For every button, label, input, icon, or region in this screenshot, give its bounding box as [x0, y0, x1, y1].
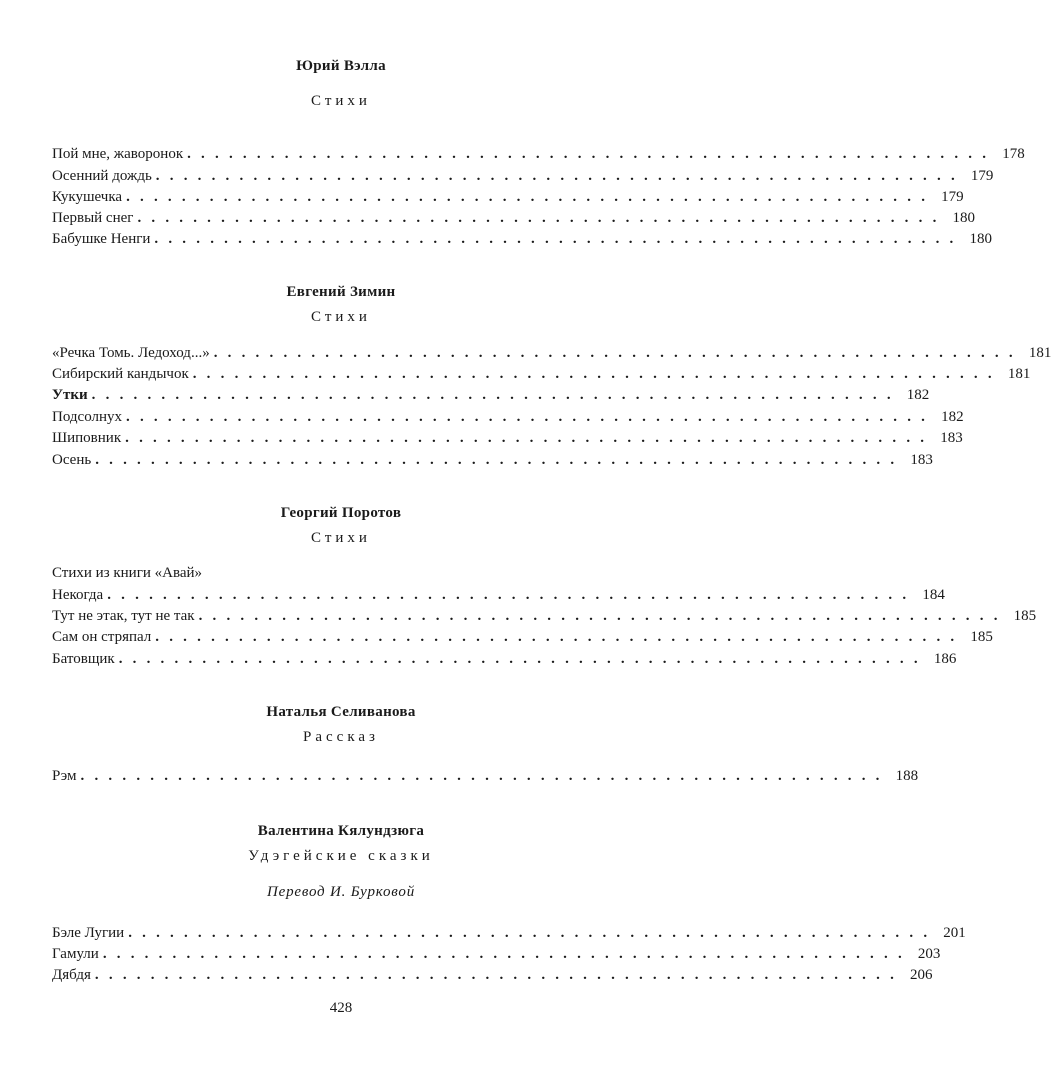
entry-title: Кукушечка [52, 189, 123, 205]
genre-heading: Стихи [311, 309, 371, 325]
entry-page: 181 [1028, 345, 1051, 361]
genre-heading: Удэгейские сказки [248, 848, 434, 864]
entry-page: 185 [970, 629, 993, 645]
entry-page: 186 [933, 651, 957, 667]
dot-leader: .......................................................... [126, 189, 936, 205]
entry-title: Осенний дождь [52, 168, 152, 184]
entry-page: 181 [1007, 366, 1031, 382]
entry-title: Шиповник [52, 430, 122, 446]
toc-entry [52, 765, 919, 787]
toc-entry [52, 384, 930, 406]
toc-entry [52, 228, 993, 250]
dot-leader: .......................................................... [94, 967, 905, 983]
dot-leader: .......................................................... [155, 629, 965, 645]
page-number: 428 [329, 1000, 353, 1016]
entry-page: 184 [922, 587, 945, 603]
dot-leader: .......................................................... [155, 168, 965, 184]
dot-leader: .......................................................... [102, 946, 912, 962]
toc-entry [52, 648, 957, 670]
author-heading: Валентина Кялундзюга [257, 823, 425, 839]
dot-leader: .......................................................... [137, 210, 947, 226]
entry-page: 188 [895, 768, 919, 784]
entry-title: Осень [52, 452, 92, 468]
entry-title: Утки [52, 387, 88, 403]
subheading: Стихи из книги «Авай» [52, 565, 203, 581]
entry-title: Тут не этак, тут не так [52, 608, 195, 624]
entry-title: Пой мне, жаворонок [52, 146, 184, 162]
dot-leader: .......................................................... [187, 146, 997, 162]
entry-page: 180 [969, 231, 993, 247]
toc-entry [52, 207, 976, 229]
entry-title: Дябдя [52, 967, 91, 983]
entry-page: 179 [941, 189, 964, 205]
entry-title: Первый снег [52, 210, 134, 226]
genre-heading: Рассказ [303, 729, 379, 745]
author-heading: Наталья Селиванова [266, 704, 416, 720]
author-heading: Георгий Поротов [280, 505, 402, 521]
genre-heading: Стихи [311, 93, 371, 109]
dot-leader: .......................................................... [198, 608, 1008, 624]
toc-entry [52, 449, 933, 471]
entry-page: 178 [1002, 146, 1025, 162]
entry-page: 182 [906, 387, 930, 403]
entry-page: 183 [910, 452, 933, 468]
dot-leader: .......................................................... [107, 587, 917, 603]
entry-page: 185 [1013, 608, 1037, 624]
entry-page: 180 [952, 210, 976, 226]
toc-entry [52, 584, 945, 606]
entry-title: Гамули [52, 946, 99, 962]
entry-title: Некогда [52, 587, 104, 603]
toc-entry [52, 427, 963, 449]
toc-entry [52, 143, 1025, 165]
dot-leader: .......................................................... [154, 231, 964, 247]
dot-leader: .......................................................... [128, 925, 938, 941]
toc-entry [52, 922, 966, 944]
toc-entry [52, 605, 1037, 627]
dot-leader: .......................................................... [192, 366, 1002, 382]
entry-title: Сибирский кандычок [52, 366, 189, 382]
author-heading: Юрий Вэлла [296, 58, 386, 74]
toc-entry [52, 406, 964, 428]
dot-leader: .......................................................... [80, 768, 890, 784]
entry-title: Батовщик [52, 651, 115, 667]
entry-title: Сам он стряпал [52, 629, 152, 645]
entry-page: 206 [910, 967, 933, 983]
entry-page: 182 [941, 409, 964, 425]
dot-leader: .......................................................... [91, 387, 901, 403]
dot-leader: .......................................................... [125, 430, 935, 446]
dot-leader: .......................................................... [118, 651, 928, 667]
author-heading: Евгений Зимин [286, 284, 396, 300]
entry-page: 179 [970, 168, 994, 184]
dot-leader: .......................................................... [95, 452, 905, 468]
entry-page: 201 [943, 925, 966, 941]
entry-title: «Речка Томь. Ледоход...» [52, 345, 210, 361]
toc-entry [52, 964, 933, 986]
genre-heading: Стихи [311, 530, 371, 546]
toc-entry [52, 165, 994, 187]
toc-entry [52, 363, 1031, 385]
entry-title: Подсолнух [52, 409, 123, 425]
entry-page: 203 [917, 946, 941, 962]
dot-leader: .......................................................... [126, 409, 936, 425]
entry-page: 183 [940, 430, 963, 446]
entry-title: Бабушке Ненги [52, 231, 151, 247]
translator-credit: Перевод И. Бурковой [266, 884, 416, 900]
toc-entry [52, 626, 993, 648]
entry-title: Бэле Лугии [52, 925, 125, 941]
dot-leader: .......................................................... [213, 345, 1023, 361]
toc-entry [52, 943, 941, 965]
entry-title: Рэм [52, 768, 77, 784]
toc-entry [52, 186, 964, 208]
toc-entry [52, 342, 1051, 364]
